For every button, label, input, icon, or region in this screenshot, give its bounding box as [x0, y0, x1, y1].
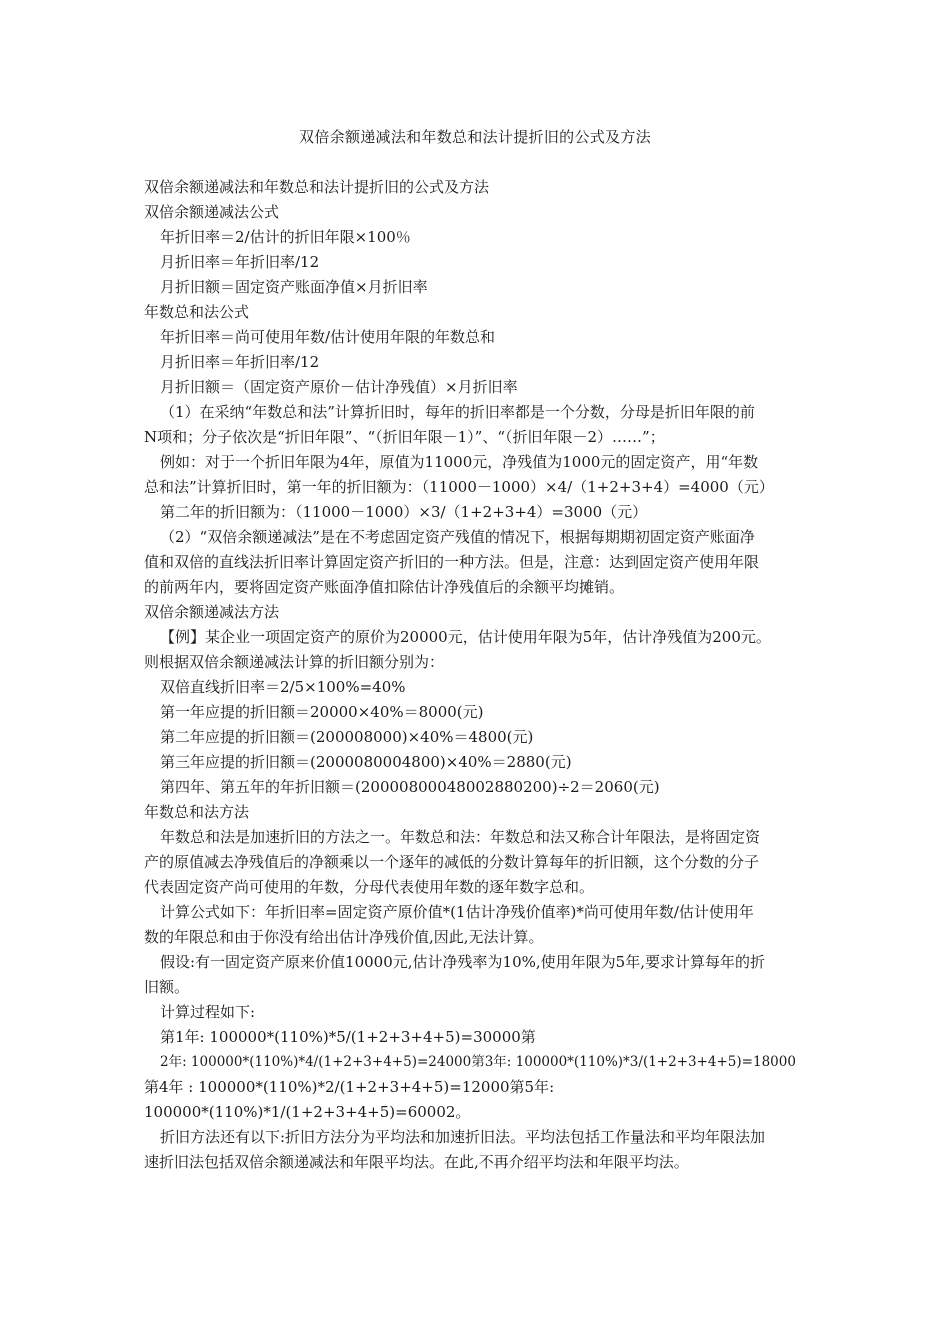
section-heading: 双倍余额递减法公式: [144, 203, 280, 221]
paragraph-line: 则根据双倍余额递减法计算的折旧额分别为：: [144, 653, 445, 671]
formula-line: 双倍直线折旧率＝2/5×100%=40%: [160, 678, 406, 696]
document-title: 双倍余额递减法和年数总和法计提折旧的公式及方法: [299, 128, 651, 146]
formula-line: 月折旧率＝年折旧率/12: [160, 253, 320, 271]
formula-line: 第四年、第五年的年折旧额＝(20000800048002880200)÷2＝2060(元): [160, 778, 660, 796]
paragraph-line: 第二年的折旧额为：（11000－1000）×3/（1+2+3+4）=3000（元）: [160, 503, 648, 521]
section-heading: 双倍余额递减法方法: [144, 603, 280, 621]
formula-line: 第三年应提的折旧额＝(2000080004800)×40%＝2880(元): [160, 753, 572, 771]
paragraph-line: 例如：对于一个折旧年限为4年，原值为11000元，净残值为1000元的固定资产，用“年数: [160, 453, 759, 471]
formula-line: 2年: 100000*(110%)*4/(1+2+3+4+5)=24000第3年: 100000*(110%)*3/(1+2+3+4+5)=18000: [160, 1054, 796, 1070]
paragraph-line: 产的原值减去净残值后的净额乘以一个逐年的减低的分数计算每年的折旧额，这个分数的分子: [144, 853, 760, 871]
formula-line: 第4年 : 100000*(110%)*2/(1+2+3+4+5)=12000第5年:: [144, 1078, 555, 1096]
section-heading: 年数总和法公式: [144, 303, 250, 321]
paragraph-line: 代表固定资产尚可使用的年数，分母代表使用年数的逐年数字总和。: [144, 878, 595, 896]
paragraph-line: 年数总和法是加速折旧的方法之一。年数总和法：年数总和法又称合计年限法，是将固定资: [160, 828, 761, 846]
paragraph-line: 值和双倍的直线法折旧率计算固定资产折旧的一种方法。但是，注意：达到固定资产使用年限: [144, 553, 760, 571]
formula-line: 100000*(110%)*1/(1+2+3+4+5)=60002。: [144, 1103, 471, 1121]
paragraph-line: 计算过程如下:: [160, 1003, 256, 1021]
paragraph-line: 假设:有一固定资产原来价值10000元,估计净残率为10%,使用年限为5年,要求计算每年的折: [160, 953, 765, 971]
formula-line: 月折旧额＝（固定资产原价－估计净残值）×月折旧率: [160, 378, 518, 396]
formula-line: 月折旧额＝固定资产账面净值×月折旧率: [160, 278, 428, 296]
paragraph-line: 计算公式如下：年折旧率=固定资产原价值*(1估计净残价值率)*尚可使用年数/估计使用年: [160, 903, 754, 921]
formula-line: 第一年应提的折旧额＝20000×40%＝8000(元): [160, 703, 484, 721]
paragraph-line: 折旧方法还有以下:折旧方法分为平均法和加速折旧法。平均法包括工作量法和平均年限法加: [160, 1128, 766, 1146]
document-body: [144, 175, 806, 1175]
formula-line: 第二年应提的折旧额＝(200008000)×40%＝4800(元): [160, 728, 534, 746]
paragraph-line: 双倍余额递减法和年数总和法计提折旧的公式及方法: [144, 178, 490, 196]
paragraph-line: 的前两年内，要将固定资产账面净值扣除估计净残值后的余额平均摊销。: [144, 578, 625, 596]
paragraph-line: N项和；分子依次是“折旧年限”、“（折旧年限－1）”、“（折旧年限－2）……”；: [144, 428, 665, 446]
section-heading: 年数总和法方法: [144, 803, 250, 821]
paragraph-line: 速折旧法包括双倍余额递减法和年限平均法。在此,不再介绍平均法和年限平均法。: [144, 1153, 689, 1171]
paragraph-line: 总和法”计算折旧时，第一年的折旧额为：（11000－1000）×4/（1+2+3+4）=4000（元）: [144, 478, 774, 496]
formula-line: 月折旧率＝年折旧率/12: [160, 353, 320, 371]
formula-line: 年折旧率＝尚可使用年数/估计使用年限的年数总和: [160, 328, 496, 346]
paragraph-line: （1）在采纳“年数总和法”计算折旧时，每年的折旧率都是一个分数，分母是折旧年限的前: [160, 403, 755, 421]
formula-line: 第1年: 100000*(110%)*5/(1+2+3+4+5)=30000第: [160, 1028, 536, 1046]
formula-line: 年折旧率＝2/估计的折旧年限×100％: [160, 228, 411, 246]
paragraph-line: 数的年限总和由于你没有给出估计净残价值,因此,无法计算。: [144, 928, 544, 946]
paragraph-line: 旧额。: [144, 978, 190, 996]
paragraph-line: 【例】某企业一项固定资产的原价为20000元，估计使用年限为5年，估计净残值为200元。: [160, 628, 771, 646]
paragraph-line: （2）“双倍余额递减法”是在不考虑固定资产残值的情况下，根据每期期初固定资产账面净: [160, 528, 755, 546]
